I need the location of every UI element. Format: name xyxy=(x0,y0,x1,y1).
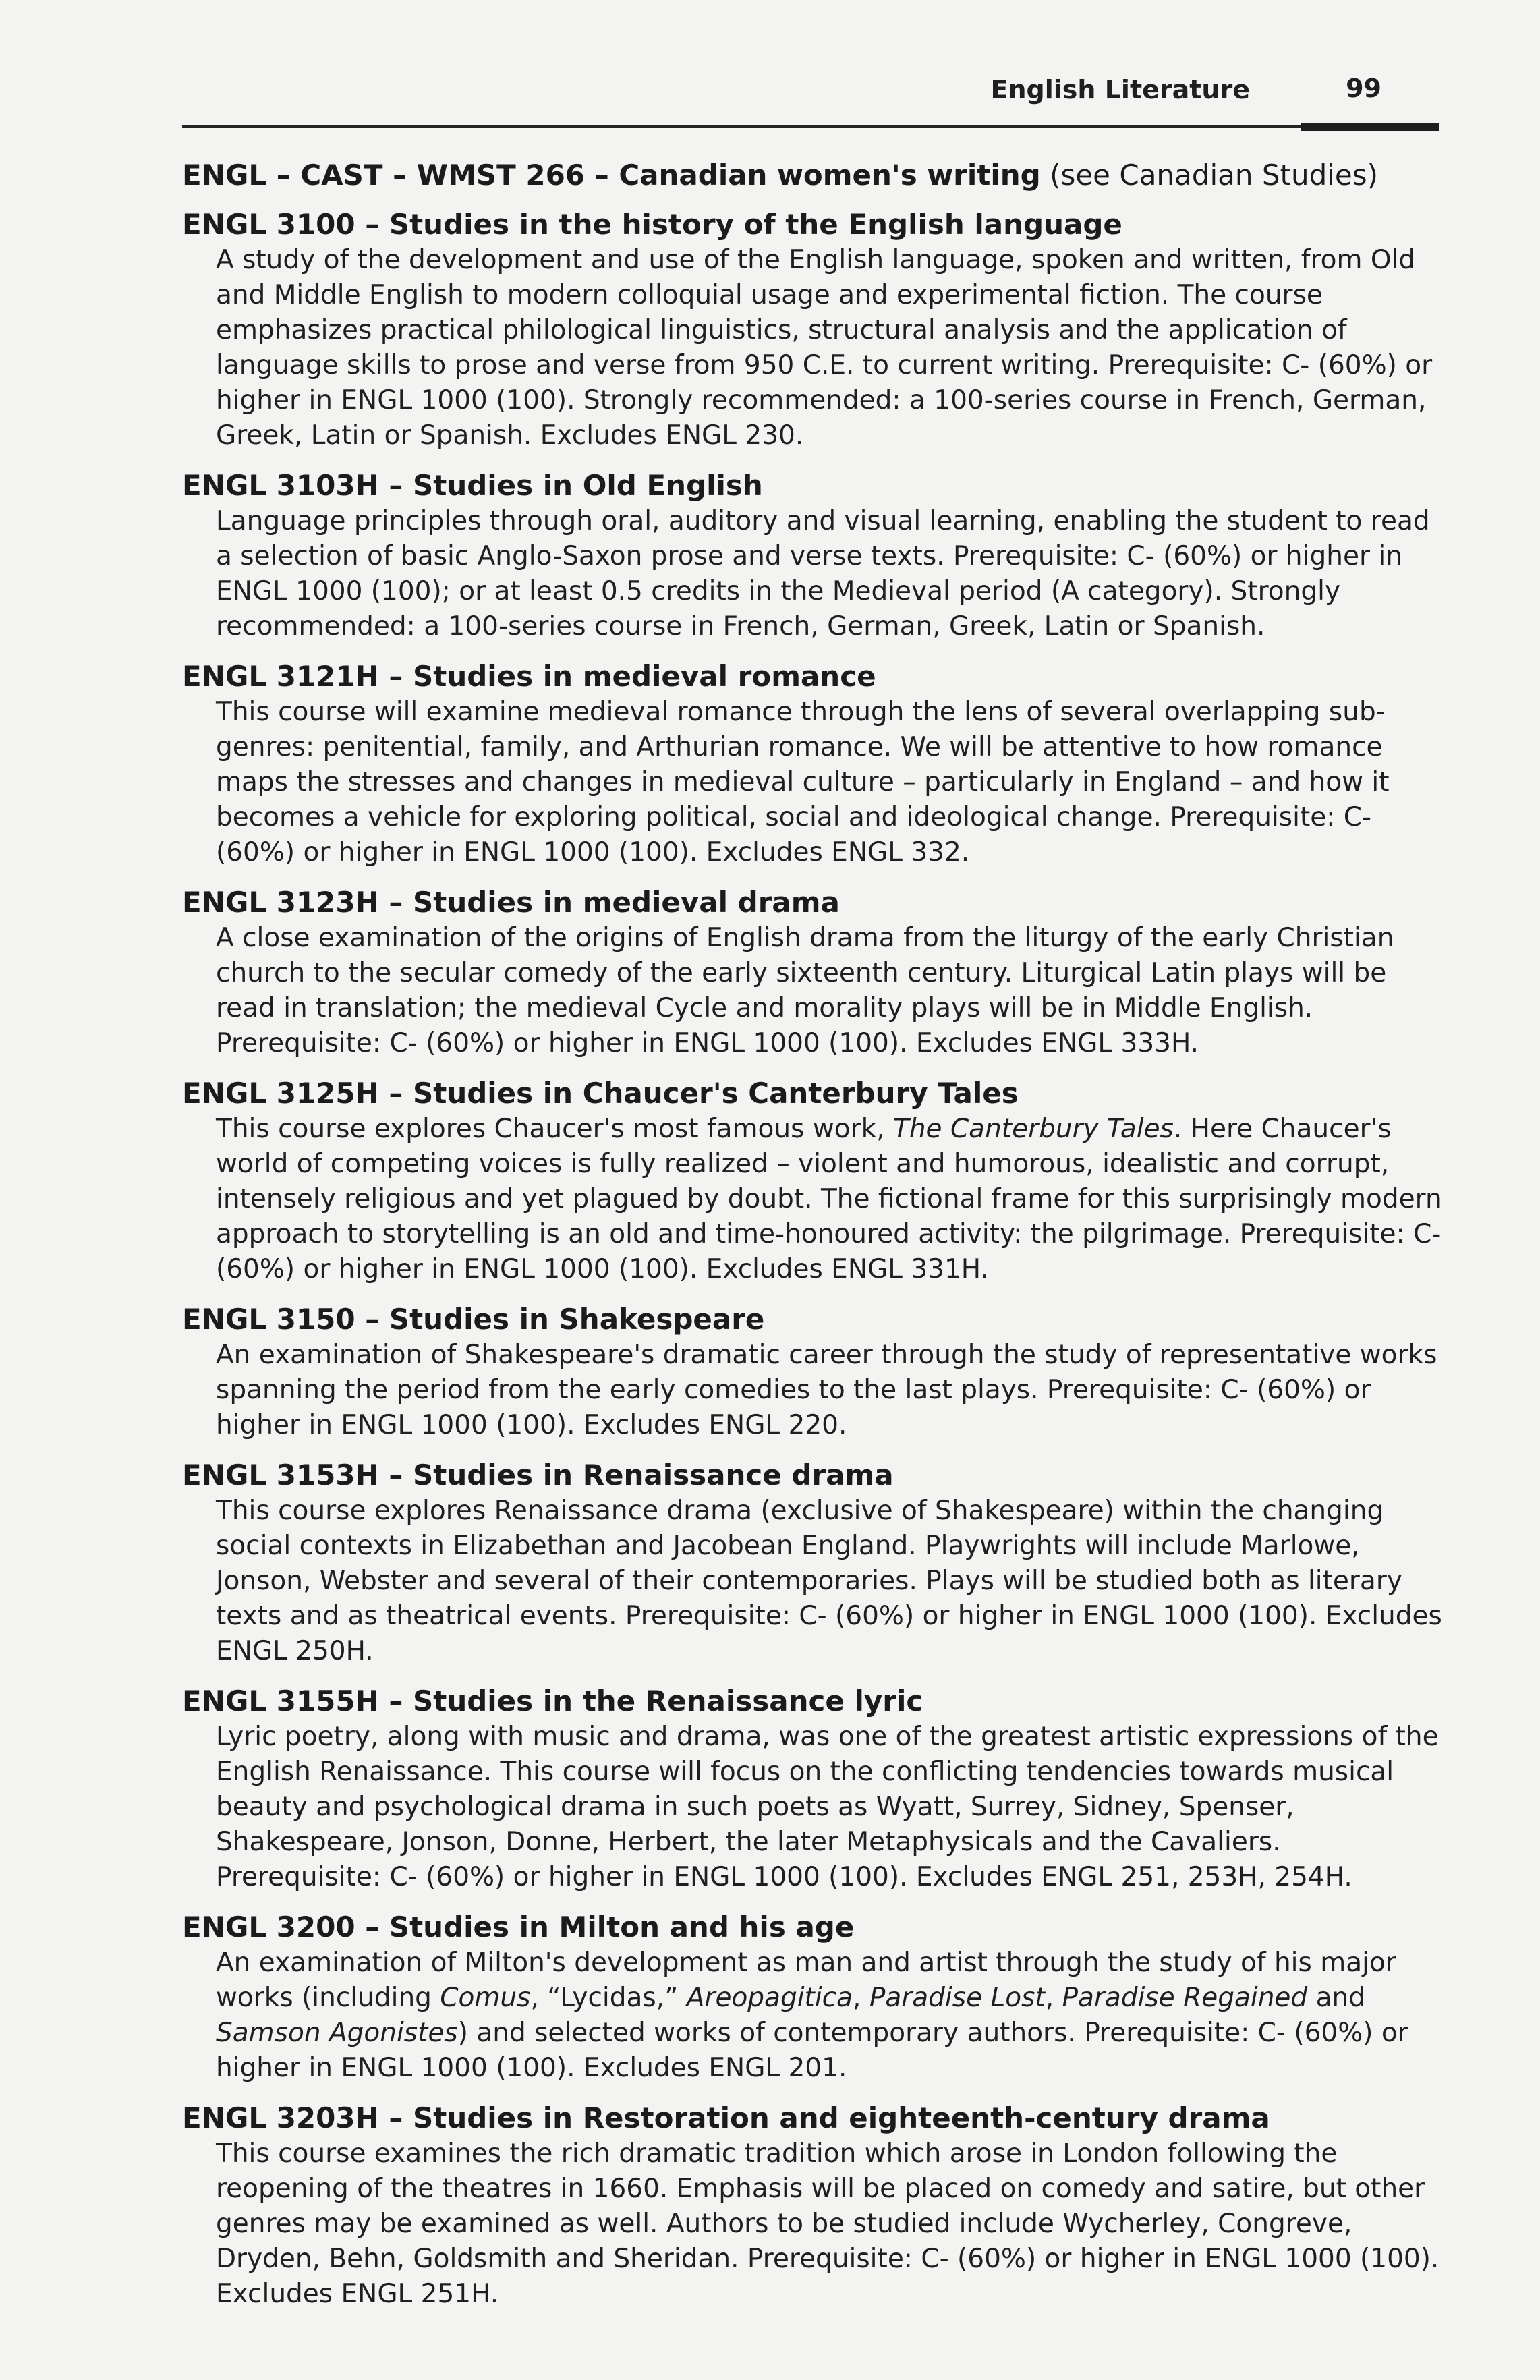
course-title: ENGL 3103H – Studies in Old English xyxy=(182,469,763,502)
header-section-title: English Literature xyxy=(990,75,1250,105)
course-title: ENGL 3155H – Studies in the Renaissance lyric xyxy=(182,1684,923,1718)
course-entry-engl-3203h xyxy=(182,2101,1464,2312)
course-entry-engl-3123h xyxy=(182,886,1464,1061)
course-description: Lyric poetry, along with music and drama, was one of the greatest artistic expressions of the English Renaissance. This course will focus on the conflicting tendencies towards musical beauty and psychological drama in such poets as Wyatt, Surrey, Sidney, Spenser, Shakespeare, Jonson, Donne, Herbert, the later Metaphysicals and the Cavaliers. Prerequisite: C- (60%) or higher in ENGL 1000 (100). Excludes ENGL 251, 253H, 254H. xyxy=(216,1722,1439,1892)
course-entry-engl-3121h xyxy=(182,660,1464,870)
course-entry-engl-3153h xyxy=(182,1458,1464,1669)
work-title: The Canterbury Tales xyxy=(893,1114,1174,1144)
course-entry-engl-3103h xyxy=(182,469,1464,644)
course-title: ENGL 3123H – Studies in medieval drama xyxy=(182,886,840,919)
header-page-number: 99 xyxy=(1346,74,1381,103)
course-description: This course will examine medieval romance through the lens of several overlapping sub-genres: penitential, family, and Arthurian romance. We will be attentive to how romance maps the stresses and changes in medieval culture – particularly in England – and how it becomes a vehicle for exploring political, social and ideological change. Prerequisite: C- (60%) or higher in ENGL 1000 (100). Excludes ENGL 332. xyxy=(216,697,1390,868)
cross-reference: (see Canadian Studies) xyxy=(1040,159,1379,192)
course-description: A close examination of the origins of English drama from the liturgy of the early Christian church to the secular comedy of the early sixteenth century. Liturgical Latin plays will be read in translation; the medieval Cycle and morality plays will be in Middle English. Prerequisite: C- (60%) or higher in ENGL 1000 (100). Excludes ENGL 333H. xyxy=(216,923,1394,1058)
course-title: ENGL 3121H – Studies in medieval romance xyxy=(182,660,876,693)
course-list xyxy=(182,159,1464,2327)
work-title: Samson Agonistes xyxy=(216,2018,458,2048)
course-description: Language principles through oral, auditory and visual learning, enabling the student to read a selection of basic Anglo-Saxon prose and verse texts. Prerequisite: C- (60%) or higher in ENGL 1000 (100); or at least 0.5 credits in the Medieval period (A category). Strongly recommended: a 100-series course in French, German, Greek, Latin or Spanish. xyxy=(216,506,1430,642)
course-entry-engl-3100 xyxy=(182,208,1464,453)
course-entry-engl-3155h xyxy=(182,1684,1464,1895)
course-title: ENGL 3153H – Studies in Renaissance drama xyxy=(182,1458,894,1492)
course-description: This course examines the rich dramatic tradition which arose in London following the reopening of the theatres in 1660. Emphasis will be placed on comedy and satire, but other genres may be examined as well. Authors to be studied include Wycherley, Congreve, Dryden, Behn, Goldsmith and Sheridan. Prerequisite: C- (60%) or higher in ENGL 1000 (100). Excludes ENGL 251H. xyxy=(216,2138,1439,2309)
course-entry-engl-3150 xyxy=(182,1303,1464,1443)
course-description: A study of the development and use of the English language, spoken and written, from Old and Middle English to modern colloquial usage and experimental fiction. The course emphasizes practical philological linguistics, structural analysis and the application of language skills to prose and verse from 950 C.E. to current writing. Prerequisite: C- (60%) or higher in ENGL 1000 (100). Strongly recommended: a 100-series course in French, German, Greek, Latin or Spanish. Excludes ENGL 230. xyxy=(216,245,1433,451)
work-title: Areopagitica xyxy=(686,1983,853,2013)
work-title: Paradise Regained xyxy=(1062,1983,1308,2013)
header-page-mark xyxy=(1301,123,1439,131)
course-description: This course explores Chaucer's most famous work, The Canterbury Tales. Here Chaucer's world of competing voices is fully realized – violent and humorous, idealistic and corrupt, intensely religious and yet plagued by doubt. The fictional frame for this surprisingly modern approach to storytelling is an old and time-honoured activity: the pilgrimage. Prerequisite: C- (60%) or higher in ENGL 1000 (100). Excludes ENGL 331H. xyxy=(216,1114,1442,1284)
course-title: ENGL 3150 – Studies in Shakespeare xyxy=(182,1303,765,1336)
course-title: ENGL 3200 – Studies in Milton and his age xyxy=(182,1910,855,1944)
course-description: An examination of Shakespeare's dramatic career through the study of representative works spanning the period from the early comedies to the last plays. Prerequisite: C- (60%) or higher in ENGL 1000 (100). Excludes ENGL 220. xyxy=(216,1340,1437,1440)
course-description: This course explores Renaissance drama (exclusive of Shakespeare) within the changing social contexts in Elizabethan and Jacobean England. Playwrights will include Marlowe, Jonson, Webster and several of their contemporaries. Plays will be studied both as literary texts and as theatrical events. Prerequisite: C- (60%) or higher in ENGL 1000 (100). Excludes ENGL 250H. xyxy=(216,1496,1442,1666)
course-entry-engl-3125h xyxy=(182,1077,1464,1287)
course-title: ENGL 3125H – Studies in Chaucer's Canterbury Tales xyxy=(182,1077,1019,1110)
course-title: ENGL 3203H – Studies in Restoration and eighteenth-century drama xyxy=(182,2101,1270,2134)
work-title: Comus xyxy=(440,1983,531,2013)
course-title: ENGL – CAST – WMST 266 – Canadian women's writing (see Canadian Studies) xyxy=(182,159,1379,192)
course-title: ENGL 3100 – Studies in the history of the English language xyxy=(182,208,1122,241)
course-entry-engl-cast-wmst-266 xyxy=(182,159,1464,192)
running-header xyxy=(182,67,1439,135)
course-entry-engl-3200 xyxy=(182,1910,1464,2086)
header-rule xyxy=(182,125,1439,128)
work-title: Paradise Lost xyxy=(869,1983,1046,2013)
course-description: An examination of Milton's development as man and artist through the study of his major works (including Comus, “Lycidas,” Areopagitica, Paradise Lost, Paradise Regained and Samson Agonistes) and selected works of contemporary authors. Prerequisite: C- (60%) or higher in ENGL 1000 (100). Excludes ENGL 201. xyxy=(216,1948,1408,2083)
